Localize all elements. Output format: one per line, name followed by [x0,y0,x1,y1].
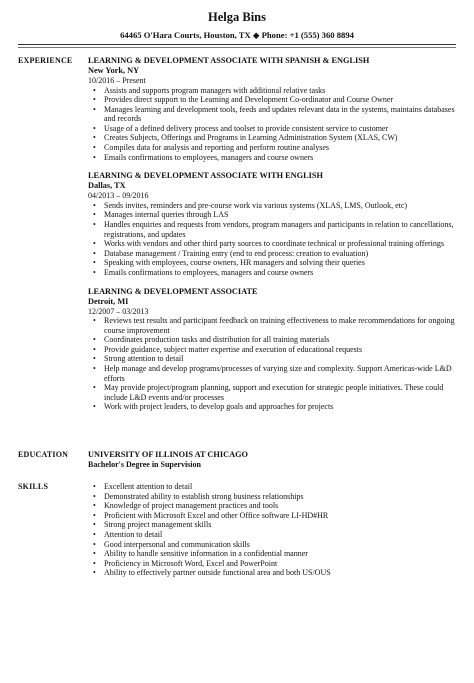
bullet-text: Help manage and develop programs/processes of varying size and complexity. Support Americas-wide L&D efforts [104,363,452,383]
skill-text: Ability to effectively partner outside functional area and both US/OUS [104,568,331,578]
experience-heading: EXPERIENCE [18,56,73,65]
list-item [88,364,456,383]
contact-line: 64465 O'Hara Courts, Houston, TX ◆ Phone: +1 (555) 360 8894 [120,30,354,40]
list-item [88,133,456,143]
bullet-text: Manages internal queries through LAS [104,210,229,220]
bullet-icon: • [93,239,96,249]
bullet-text: Compiles data for analysis and reporting and perform routine analyses [104,143,330,153]
list-item [88,511,456,521]
bullet-icon: • [93,104,96,114]
list-item [88,383,456,402]
list-item [88,220,456,239]
bullet-icon: • [93,510,96,520]
list-item [88,335,456,345]
job-bullets [88,316,456,412]
bullet-icon: • [93,549,96,559]
list-item [88,124,456,134]
job-entry [88,287,456,412]
skill-text: Ability to handle sensitive information in a confidential manner [104,549,308,559]
job-dates: 10/2016 – Present [88,76,146,85]
skills-heading: SKILLS [18,482,49,491]
job-location: Detroit, MI [88,296,129,306]
bullet-icon: • [93,123,96,133]
job-location: New York, NY [88,66,140,75]
list-item [88,316,456,335]
job-entry [88,171,456,277]
bullet-text: Sends invites, reminders and pre-course work via various systems (XLAS, LMS, Outlook, etc) [104,200,408,210]
list-item [88,95,456,105]
skill-text: Excellent attention to detail [104,482,193,491]
list-item [88,559,456,569]
bullet-icon: • [93,520,96,530]
bullet-text: Assists and supports program managers with additional relative tasks [104,85,326,95]
bullet-text: Emails confirmations to employees, managers and course owners [104,267,314,277]
bullet-icon: • [93,558,96,568]
bullet-text: Creates Subjects, Offerings and Programs in Learning Administration System (XLAS, CW) [104,133,398,143]
skill-text: Strong project management skills [104,520,212,530]
bullet-icon: • [93,568,96,578]
bullet-icon: • [93,152,96,162]
job-bullets [88,86,456,163]
header-rule-secondary [18,47,456,48]
bullet-icon: • [93,248,96,258]
job-title: LEARNING & DEVELOPMENT ASSOCIATE WITH ENGLISH [88,171,323,181]
list-item [88,210,456,220]
list-item [88,268,456,278]
list-item [88,345,456,355]
list-item [88,549,456,559]
list-item [88,201,456,211]
bullet-text: Handles enquiries and requests from vendors, program managers and participants in relation to cancellations, registrations, and updates [104,219,454,239]
skill-text: Knowledge of project management practices and tools [104,501,279,511]
header-rule [18,44,456,45]
list-item [88,501,456,511]
bullet-icon: • [93,258,96,268]
degree: Bachelor's Degree in Supervision [88,460,201,469]
list-item [88,354,456,364]
bullet-icon: • [93,143,96,153]
list-item [88,568,456,578]
list-item [88,105,456,124]
school-name: UNIVERSITY OF ILLINOIS AT CHICAGO [88,450,248,459]
bullet-icon: • [93,482,96,491]
education-body [88,450,456,470]
bullet-icon: • [93,344,96,354]
bullet-icon: • [93,383,96,393]
bullet-text: Manages learning and development tools, feeds and updates relevant data in the systems, maintains databases and records [104,104,455,124]
education-heading: EDUCATION [18,450,69,459]
job-entry [88,56,456,162]
list-item [88,530,456,540]
list-item [88,482,456,492]
bullet-text: May provide project/program planning, support and execution for strategic people initiatives. These could include L&D events and/or processes [104,383,444,402]
job-dates: 12/2007 – 03/2013 [88,306,149,316]
bullet-icon: • [93,85,96,95]
job-title: LEARNING & DEVELOPMENT ASSOCIATE [88,286,258,296]
bullet-icon: • [93,133,96,143]
candidate-name: Helga Bins [208,10,266,24]
job-location: Dallas, TX [88,181,126,191]
bullet-text: Database management / Training entry (end to end process: creation to evaluation) [104,248,369,258]
bullet-icon: • [93,529,96,539]
list-item [88,258,456,268]
bullet-icon: • [93,267,96,277]
bullet-text: Strong attention to detail [104,354,184,364]
bullet-icon: • [93,200,96,210]
bullet-text: Works with vendors and other third party sources to coordinate technical or professional training offerings [104,239,445,249]
bullet-icon: • [93,219,96,229]
bullet-icon: • [93,491,96,501]
bullet-icon: • [93,363,96,373]
list-item [88,402,456,412]
job-title: LEARNING & DEVELOPMENT ASSOCIATE WITH SPANISH & ENGLISH [88,56,370,65]
bullet-text: Speaking with employees, course owners, HR managers and solving their queries [104,258,365,268]
bullet-icon: • [93,402,96,412]
bullet-icon: • [93,335,96,345]
job-bullets [88,201,456,278]
list-item [88,249,456,259]
bullet-text: Coordinates production tasks and distribution for all training materials [104,335,330,345]
bullet-text: Emails confirmations to employees, managers and course owners [104,152,314,162]
bullet-icon: • [93,95,96,105]
bullet-text: Reviews test results and participant feedback on training effectiveness to make recommendations for ongoing course improvement [104,316,455,335]
skills-list [88,482,456,578]
list-item [88,153,456,163]
list-item [88,86,456,96]
bullet-icon: • [93,539,96,549]
bullet-icon: • [93,316,96,325]
list-item [88,520,456,530]
skill-text: Proficient with Microsoft Excel and other Office software LI-HD#HR [104,510,329,520]
skill-text: Proficiency in Microsoft Word, Excel and PowerPoint [104,558,278,568]
bullet-icon: • [93,501,96,511]
list-item [88,143,456,153]
bullet-icon: • [93,354,96,364]
experience-body [88,56,456,421]
bullet-text: Provides direct support to the Learning and Development Co-ordinator and Course Owner [104,95,394,105]
list-item [88,239,456,249]
skill-text: Demonstrated ability to establish strong business relationships [104,491,304,501]
bullet-text: Work with project leaders, to develop goals and approaches for projects [104,402,334,412]
skills-body [88,482,456,578]
bullet-text: Provide guidance, subject matter expertise and execution of educational requests [104,344,363,354]
skill-text: Good interpersonal and communication skills [104,539,250,549]
skill-text: Attention to detail [104,529,163,539]
job-dates: 04/2013 – 09/2016 [88,191,149,201]
bullet-icon: • [93,210,96,220]
bullet-text: Usage of a defined delivery process and toolset to provide consistent service to customer [104,123,389,133]
list-item [88,540,456,550]
list-item [88,492,456,502]
